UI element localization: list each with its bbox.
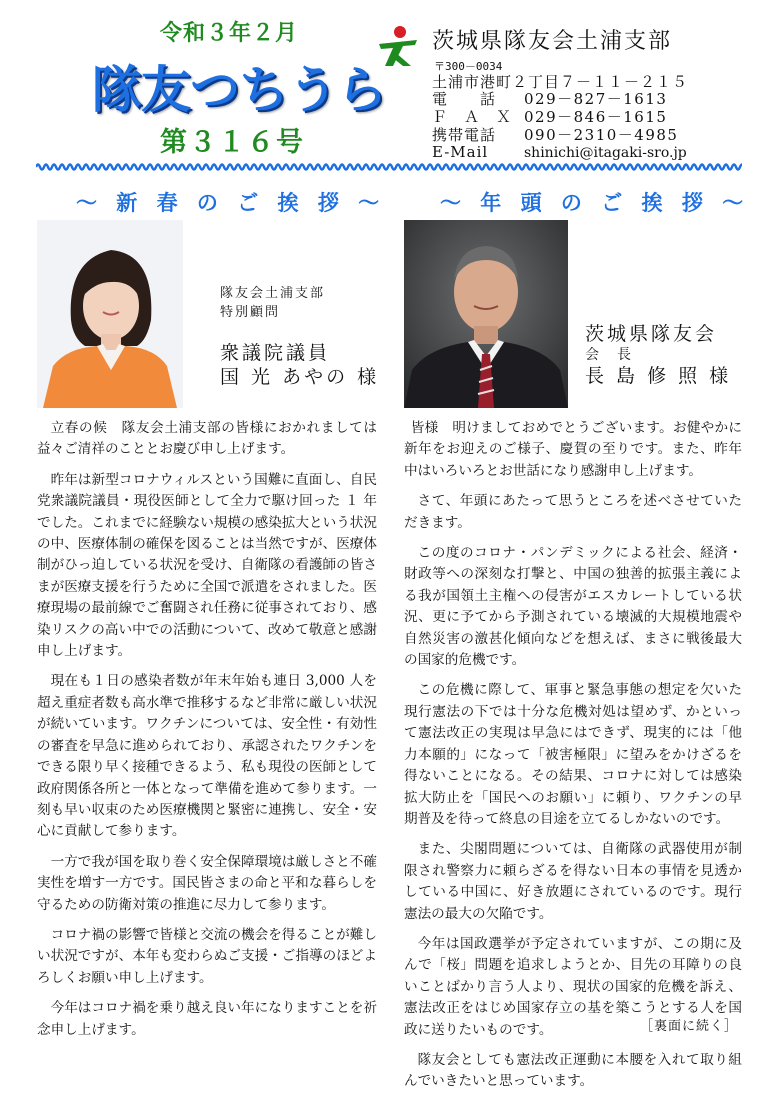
paragraph: 隊友会としても憲法改正運動に本腰を入れて取り組んでいきたいと思っています。 <box>404 1051 742 1090</box>
portrait-photo-kunimitsu <box>37 220 183 408</box>
paragraph: 一方で我が国を取り巻く安全保障環境は厳しさと不確実性を増す一方です。国民皆さまの命と平和な暮らしを守るための防衛対策の推進に尽力して参ります。 <box>37 853 377 913</box>
right-org: 茨城県隊友会 <box>585 323 718 345</box>
paragraph: また、尖閣問題については、自衛隊の武器使用が制限され警察力に頼らざるを得ない日本の事情を見透かしている中国に、好き放題にされているのです。現行憲法の最大の欠陥です。 <box>404 841 742 922</box>
contact-mobile <box>432 124 678 145</box>
taiyukai-logo-icon <box>373 22 421 70</box>
right-section-heading: ～ 年 頭 の ご 挨 拶 ～ <box>440 190 750 215</box>
address: 土浦市港町２丁目７－１１－２１５ <box>432 73 689 91</box>
right-message-body <box>404 418 742 1102</box>
left-role-title: 特別顧問 <box>220 305 281 320</box>
contact-value[interactable]: shinichi@itagaki-sro.jp <box>524 145 687 161</box>
paragraph: コロナ禍の影響で皆様と交流の機会を得ることが難しい状況ですが、本年も変わらぬご支援・ご指導のほどよろしくお願い申し上げます。 <box>37 926 377 986</box>
org-name: 茨城県隊友会土浦支部 <box>432 29 673 54</box>
paragraph: 今年は国政選挙が予定されていますが、この期に及んで「桜」問題を追求しようとか、目先の耳障りの良いことばかり言う人より、現状の国家的危機を訴え、憲法改正をはじめ国家存立の基を築こうとする人を国政に送りたいものです。 <box>404 935 742 1038</box>
left-role-org: 隊友会土浦支部 <box>220 286 326 301</box>
paragraph: 皆様 明けましておめでとうございます。お健やかに新年をお迎えのご様子、慶賀の至りです。また、昨年中はいろいろとお世話になり感謝申し上げます。 <box>404 420 742 479</box>
contact-value: 090－2310－4985 <box>524 126 679 144</box>
contact-value: 029－846－1615 <box>524 108 668 126</box>
paragraph: 昨年は新型コロナウィルスという国難に直面し、自民党衆議院議員・現役医師として全力で駆け回った １ 年でした。これまでに経験ない規模の感染拡大という状況の中、医療体制の確保を図ることは当然ですが、医療体制がひっ迫している状況を受け、自衛隊の看護師の皆さまが医療支援を行うために全国で派遣をされました。医療現場の最前線でご奮闘され任務に従事されており、感染リスクの高い中での活動について、改めて敬意と感謝申し上げます。 <box>37 471 377 660</box>
portrait-photo-nagashima <box>404 220 568 408</box>
wavy-divider <box>36 160 742 174</box>
left-person-name: 国 光 あやの 様 <box>220 366 380 388</box>
right-person-name: 長 島 修 照 様 <box>585 365 732 387</box>
contact-label: 電 話 <box>432 90 497 108</box>
continued-on-back-note: ［裏面に続く］ <box>639 1019 738 1034</box>
paragraph: この度のコロナ・パンデミックによる社会、経済・財政等への深刻な打撃と、中国の独善的拡張主義による我が国領土主権への侵害がエスカレートしている状況、更に予てから予測されている壊滅的大規模地震や自然災害の激甚化傾向などを想えば、まさに戦後最大の国家的危機です。 <box>404 545 742 669</box>
right-role: 会 長 <box>585 347 633 363</box>
paragraph: 立春の候 隊友会土浦支部の皆様におかれましては益々ご清祥のこととお慶び申し上げます。 <box>37 420 377 458</box>
paragraph: 現在も１日の感染者数が年末年始も連日 3,000 人を超え重症者数も高水準で推移するなど非常に厳しい状況が続いています。ワクチンについては、安全性・有効性の審査を早急に進められており、承認されたワクチンをできる限り早く接種できるよう、私も現役の医師として政府関係各所と一体となって準備を進めて参ります。一刻も早い収束のため医療機関と緊密に連携し、安全・安心に貢献して参ります。 <box>37 673 377 840</box>
paragraph: 今年はコロナ禍を乗り越え良い年になりますことを祈念申し上げます。 <box>37 1000 377 1038</box>
contact-label: 携帯電話 <box>432 126 497 144</box>
contact-label: E-Mail <box>432 143 489 161</box>
left-message-body <box>37 418 377 1050</box>
left-position: 衆議院議員 <box>220 342 331 364</box>
contact-value: 029－827－1613 <box>524 90 668 108</box>
postal-code: 〒300－0034 <box>434 60 503 73</box>
paragraph: さて、年頭にあたって思うところを述べさせていただきます。 <box>404 493 742 531</box>
paragraph: この危機に際して、軍事と緊急事態の想定を欠いた現行憲法の下では十分な危機対処は望めず、かといって憲法改正の実現は早急にはできず、現実的には「他力本願的」になって「被害極限」に望みをかけざるを得ないことになる。その結果、コロナに対しては感染拡大防止を「国民へのお願い」に頼り、ワクチンの早期普及を待って終息の目途を立てるしかないのです。 <box>404 682 742 827</box>
contact-label: Ｆ Ａ Ｘ <box>432 108 513 126</box>
newsletter-title: 隊友つちうら <box>92 61 386 119</box>
contact-email <box>432 143 687 161</box>
issue-number: 第３１６号 <box>160 127 305 158</box>
left-section-heading: ～ 新 春 の ご 挨 拶 ～ <box>76 190 386 215</box>
issue-date: 令和３年２月 <box>160 21 299 46</box>
